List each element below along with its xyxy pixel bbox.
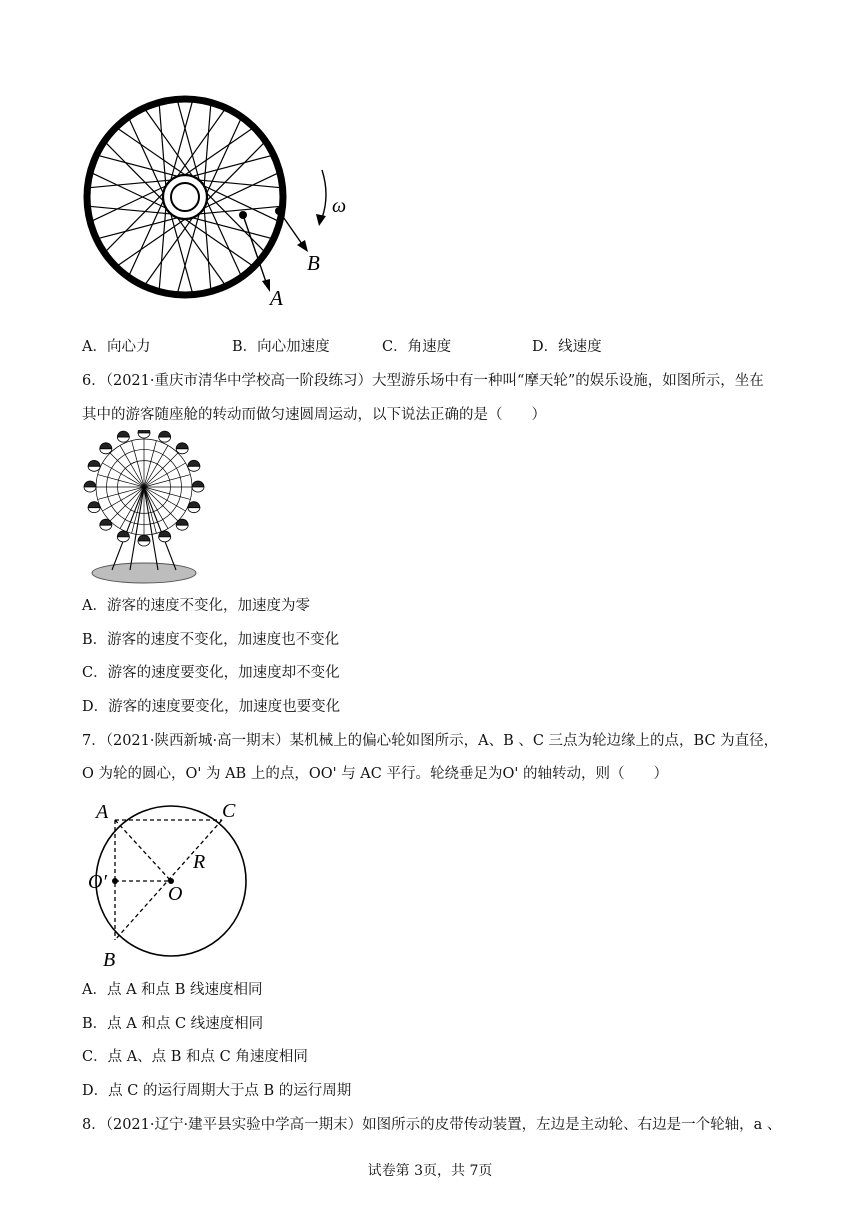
q7-option-d[interactable]: D．点 C 的运行周期大于点 B 的运行周期 [82,1083,352,1099]
q6-option-d[interactable]: D．游客的速度要变化，加速度也要变化 [82,699,341,715]
label-a: A [96,801,109,823]
q6-option-c[interactable]: C．游客的速度要变化，加速度却不变化 [82,665,340,681]
label-b: B [103,949,116,971]
q6-option-a[interactable]: A．游客的速度不变化，加速度为零 [82,598,310,614]
q5-option-c[interactable]: C．角速度 [382,339,452,355]
q7-option-a[interactable]: A．点 A 和点 B 线速度相同 [82,982,263,998]
q6-stem-line2: 其中的游客随座舱的转动而做匀速圆周运动，以下说法正确的是（ ） [82,407,546,423]
point-b-label: B [307,251,320,275]
q5-option-a[interactable]: A．向心力 [82,339,151,355]
wheel-figure [80,88,370,313]
q7-option-b[interactable]: B．点 A 和点 C 线速度相同 [82,1016,264,1032]
q5-option-d[interactable]: D．线速度 [532,339,602,355]
q7-option-c[interactable]: C．点 A、点 B 和点 C 角速度相同 [82,1049,308,1065]
point-a-label: A [270,286,283,310]
label-o: O [168,883,183,905]
q7-stem-line2: O 为轮的圆心，O' 为 AB 上的点，OO' 与 AC 平行。轮绕垂足为O' 的轴转动，则（ ） [82,766,668,782]
ferris-wheel-figure [82,430,212,586]
q6-stem-line1: 6．（2021·重庆市清华中学校高一阶段练习）大型游乐场中有一种叫“摩天轮”的娱乐设施，如图所示，坐在 [82,373,764,389]
q8-stem-line1: 8．（2021·辽宁·建平县实验中学高一期末）如图所示的皮带传动装置，左边是主动轮、右边是一个轮轴，a 、 [82,1117,782,1133]
omega-label: ω [332,195,347,217]
q6-option-b[interactable]: B．游客的速度不变化，加速度也不变化 [82,632,340,648]
q5-option-b[interactable]: B．向心加速度 [232,339,330,355]
q7-stem-line1: 7．（2021·陕西新城·高一期末）某机械上的偏心轮如图所示，A、B 、C 三点为轮边缘上的点，BC 为直径， [82,733,779,749]
eccentric-wheel-figure [82,795,262,975]
label-r: R [193,851,206,873]
page-footer: 试卷第 3页，共 7页 [367,1163,493,1179]
q5-options [82,337,782,357]
label-o-prime: O′ [88,871,107,893]
label-c: C [222,800,236,822]
